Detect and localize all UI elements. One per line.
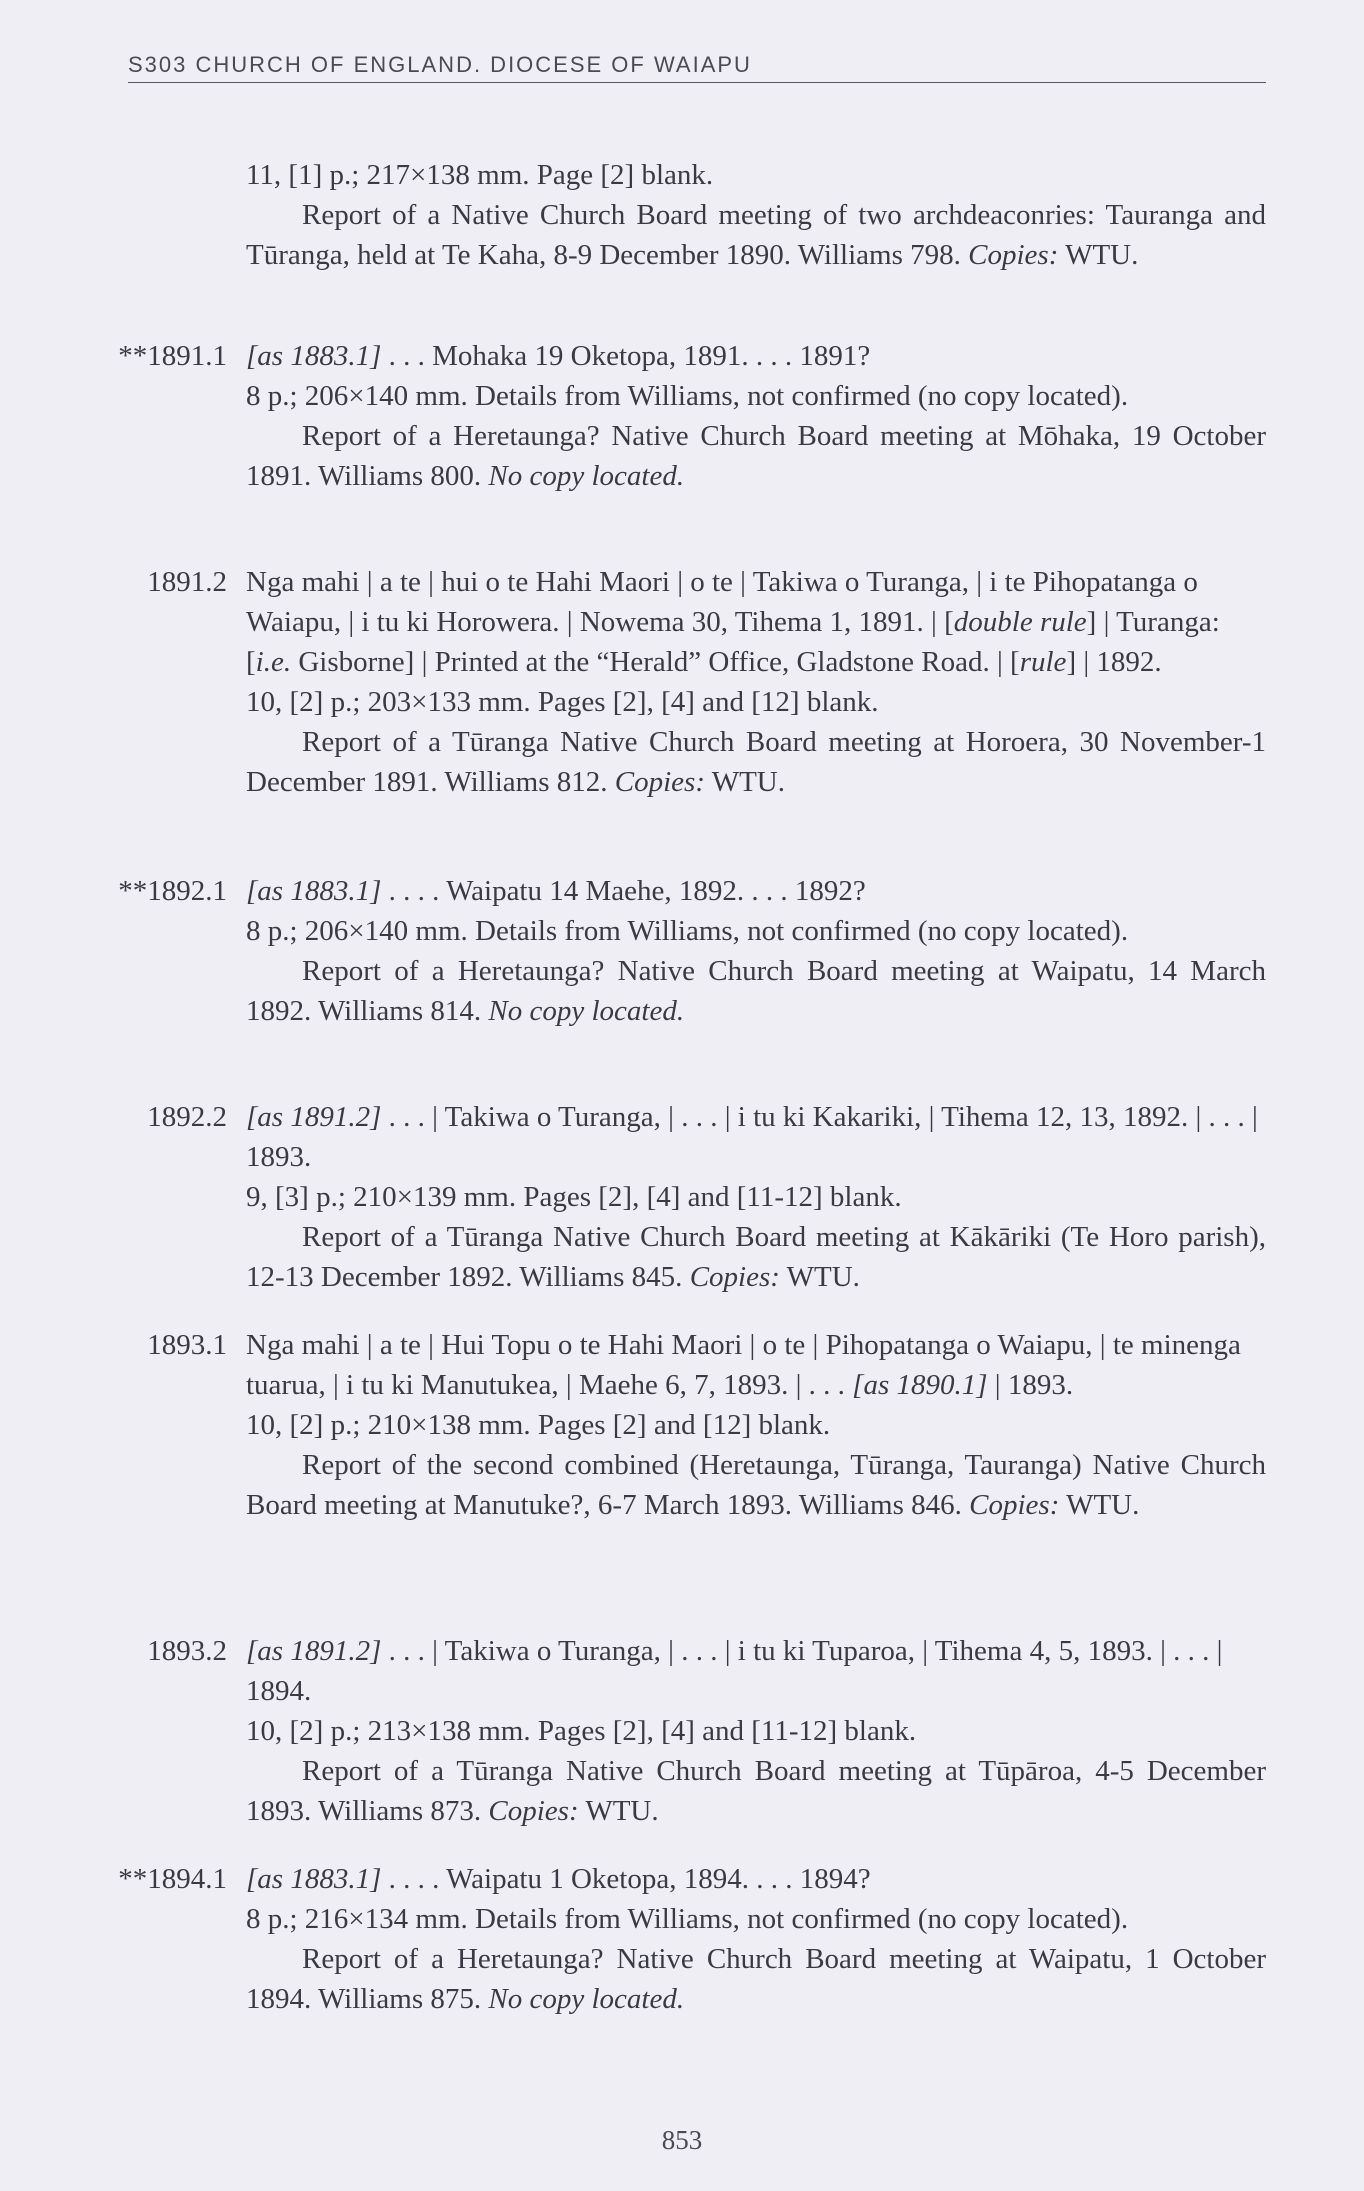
entry-title: [as 1883.1] . . . Mohaka 19 Oketopa, 1891. . . . 1891? bbox=[246, 340, 871, 372]
note: Report of a Tūranga Native Church Board meeting at Tūpāroa, 4-5 December 1893. Williams 873. Copies: WTU. bbox=[246, 1755, 1266, 1827]
note: Report of a Heretaunga? Native Church Board meeting at Waipatu, 1 October 1894. Williams 875. No copy located. bbox=[246, 1943, 1266, 2015]
continuation-block bbox=[246, 155, 1266, 275]
collation: 8 p.; 216×134 mm. Details from Williams, not confirmed (no copy located). bbox=[246, 1903, 1129, 1935]
collation: 10, [2] p.; 203×133 mm. Pages [2], [4] and [12] blank. bbox=[246, 686, 879, 718]
page-number: 853 bbox=[661, 2125, 703, 2155]
entry-title: [as 1883.1] . . . . Waipatu 1 Oketopa, 1894. . . . 1894? bbox=[246, 1863, 871, 1895]
note: Report of a Heretaunga? Native Church Board meeting at Waipatu, 14 March 1892. Williams 814. No copy located. bbox=[246, 955, 1266, 1027]
entry-title: Nga mahi | a te | Hui Topu o te Hahi Maori | o te | Pihopatanga o Waiapu, | te minenga tuarua, | i tu ki Manutukea, | Maehe 6, 7, 1893. | . . . [as 1890.1] | 1893. bbox=[246, 1329, 1241, 1401]
entry-title: [as 1891.2] . . . | Takiwa o Turanga, | . . . | i tu ki Kakariki, | Tihema 12, 13, 1892. | . . . | 1893. bbox=[246, 1101, 1258, 1173]
entry-title: [as 1883.1] . . . . Waipatu 14 Maehe, 1892. . . . 1892? bbox=[246, 875, 866, 907]
collation: 10, [2] p.; 210×138 mm. Pages [2] and [12] blank. bbox=[246, 1409, 831, 1441]
header-rule bbox=[128, 82, 1266, 83]
entry-number: **1894.1 bbox=[118, 1863, 227, 1895]
collation: 8 p.; 206×140 mm. Details from Williams, not confirmed (no copy located). bbox=[246, 380, 1129, 412]
collation: 9, [3] p.; 210×139 mm. Pages [2], [4] and [11-12] blank. bbox=[246, 1181, 902, 1213]
entry-number: **1892.1 bbox=[118, 875, 227, 907]
note: Report of a Tūranga Native Church Board meeting at Kākāriki (Te Horo parish), 12-13 December 1892. Williams 845. Copies: WTU. bbox=[246, 1221, 1266, 1293]
entry-number: **1891.1 bbox=[118, 340, 227, 372]
entry-number: 1892.2 bbox=[147, 1101, 227, 1133]
note: Report of a Native Church Board meeting of two archdeaconries: Tauranga and Tūranga, held at Te Kaha, 8-9 December 1890. Williams 798. Copies: WTU. bbox=[246, 199, 1266, 271]
entry-number: 1891.2 bbox=[147, 566, 227, 598]
collation: 8 p.; 206×140 mm. Details from Williams, not confirmed (no copy located). bbox=[246, 915, 1129, 947]
entry-number: 1893.2 bbox=[147, 1635, 227, 1667]
entry-title: Nga mahi | a te | hui o te Hahi Maori | o te | Takiwa o Turanga, | i te Pihopatanga o Waiapu, | i tu ki Horowera. | Nowema 30, Tihema 1, 1891. | [double rule] | Turanga: [i.e. Gisborne] | Printed at the “Herald” Office, Gladstone Road. | [rule] | 1892. bbox=[246, 566, 1220, 678]
collation: 11, [1] p.; 217×138 mm. Page [2] blank. bbox=[246, 159, 714, 191]
note: Report of a Heretaunga? Native Church Board meeting at Mōhaka, 19 October 1891. Williams 800. No copy located. bbox=[246, 420, 1266, 492]
running-head: S303 CHURCH OF ENGLAND. DIOCESE OF WAIAPU bbox=[128, 52, 752, 77]
collation: 10, [2] p.; 213×138 mm. Pages [2], [4] and [11-12] blank. bbox=[246, 1715, 917, 1747]
entry-title: [as 1891.2] . . . | Takiwa o Turanga, | . . . | i tu ki Tuparoa, | Tihema 4, 5, 1893. | . . . | 1894. bbox=[246, 1635, 1223, 1707]
entry-number: 1893.1 bbox=[147, 1329, 227, 1361]
note: Report of the second combined (Heretaunga, Tūranga, Tauranga) Native Church Board meeting at Manutuke?, 6-7 March 1893. Williams 846. Copies: WTU. bbox=[246, 1449, 1266, 1521]
note: Report of a Tūranga Native Church Board meeting at Horoera, 30 November-1 December 1891. Williams 812. Copies: WTU. bbox=[246, 726, 1266, 798]
